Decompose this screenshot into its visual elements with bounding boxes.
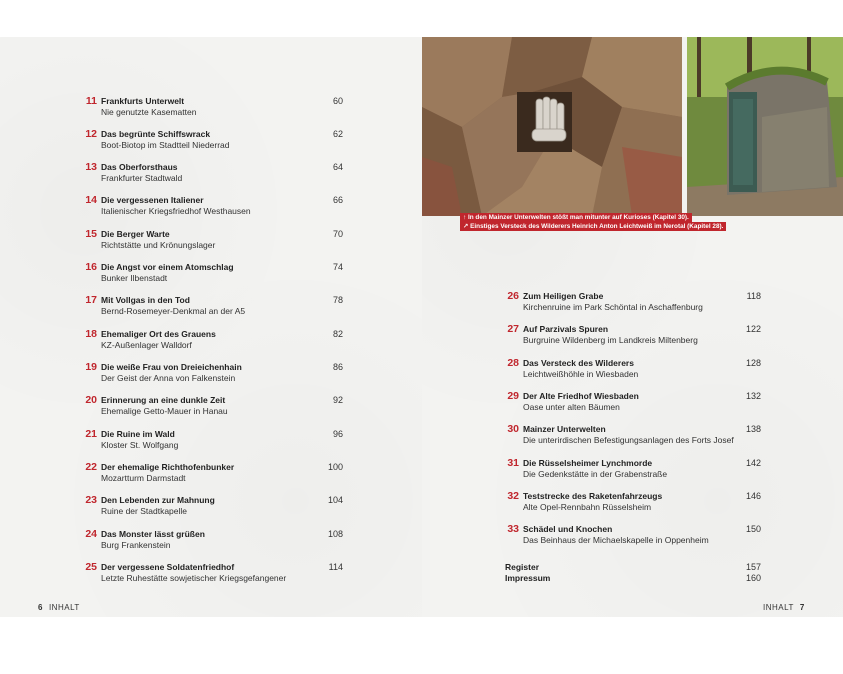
chapter-page: 74 [332,262,343,272]
chapter-number: 27 [507,323,519,335]
impressum-page: 160 [745,573,761,583]
chapter-number: 28 [507,357,519,369]
chapter-subtitle: Ruine der Stadtkapelle [101,506,188,516]
chapter-number: 21 [85,428,97,440]
chapter-subtitle: Mozartturm Darmstadt [101,473,186,483]
chapter-page: 128 [745,358,761,368]
chapter-subtitle: Boot-Biotop im Stadtteil Niederrad [101,140,230,150]
chapter-title: Die Ruine im Wald [101,429,175,439]
chapter-subtitle: Das Beinhaus der Michaelskapelle in Oppenheim [523,535,709,545]
chapter-subtitle: Oase unter alten Bäumen [523,402,620,412]
footer-right [763,603,811,612]
chapter-title: Die Rüsselsheimer Lynchmorde [523,458,653,468]
chapter-title: Die vergessenen Italiener [101,195,204,205]
chapter-page: 64 [332,162,343,172]
chapter-number: 30 [507,423,519,435]
chapter-number: 15 [85,228,97,240]
chapter-number: 12 [85,128,97,140]
chapter-page: 122 [745,324,761,334]
chapter-title: Die Angst vor einem Atomschlag [101,262,234,272]
chapter-page: 86 [332,362,343,372]
chapter-number: 32 [507,490,519,502]
footer-left [38,603,80,612]
chapter-number: 33 [507,523,519,535]
chapter-subtitle: Kloster St. Wolfgang [101,440,179,450]
register-label[interactable]: Register [505,562,540,572]
chapter-number: 25 [85,561,97,573]
chapter-title: Die weiße Frau von Dreieichenhain [101,362,242,372]
chapter-subtitle: Die unterirdischen Befestigungsanlagen des Forts Josef [523,435,734,445]
chapter-title: Das begrünte Schiffswrack [101,129,211,139]
chapter-subtitle: Bernd-Rosemeyer-Denkmal an der A5 [101,306,246,316]
chapter-subtitle: Ehemalige Getto-Mauer in Hanau [101,406,228,416]
chapter-title: Schädel und Knochen [523,524,613,534]
chapter-page: 108 [327,529,343,539]
chapter-page: 146 [745,491,761,501]
chapter-title: Mainzer Unterwelten [523,424,606,434]
chapter-subtitle: Italienischer Kriegsfriedhof Westhausen [101,206,251,216]
chapter-number: 18 [85,328,97,340]
chapter-subtitle: Alte Opel-Rennbahn Rüsselsheim [523,502,652,512]
chapter-subtitle: Der Geist der Anna von Falkenstein [101,373,236,383]
chapter-page: 138 [745,424,761,434]
chapter-title: Zum Heiligen Grabe [523,291,604,301]
chapter-number: 24 [85,528,97,540]
chapter-subtitle: Letzte Ruhestätte sowjetischer Kriegsgefangener [101,573,287,583]
chapter-title: Frankfurts Unterwelt [101,96,185,106]
chapter-page: 132 [745,391,761,401]
chapter-page: 100 [327,462,343,472]
footer-right-page: 7 [799,603,805,612]
chapter-number: 13 [85,161,97,173]
chapter-title: Ehemaliger Ort des Grauens [101,329,216,339]
chapter-page: 62 [332,129,343,139]
chapter-subtitle: Leichtweißhöhle in Wiesbaden [523,369,639,379]
chapter-page: 114 [328,562,343,572]
chapter-page: 60 [332,96,343,106]
chapter-page: 150 [745,524,761,534]
photo-leichtweiss-hoehle [687,37,843,216]
impressum-label[interactable]: Impressum [505,573,551,583]
chapter-subtitle: Die Gedenkstätte in der Grabenstraße [523,469,668,479]
chapter-page: 78 [332,295,343,305]
chapter-title: Der vergessene Soldatenfriedhof [101,562,235,572]
footer-right-label: INHALT [763,603,794,612]
chapter-page: 66 [332,195,343,205]
footer-left-page: 6 [38,603,43,612]
chapter-title: Erinnerung an eine dunkle Zeit [101,395,226,405]
chapter-page: 96 [332,429,343,439]
chapter-title: Das Versteck des Wilderers [523,358,634,368]
chapter-subtitle: Burg Frankenstein [101,540,171,550]
chapter-subtitle: Burgruine Wildenberg im Landkreis Miltenberg [523,335,698,345]
footer-left-label: INHALT [48,603,80,612]
chapter-title: Auf Parzivals Spuren [523,324,609,334]
register-page: 157 [745,562,761,572]
chapter-subtitle: Bunker Ilbenstadt [101,273,168,283]
chapter-page: 118 [746,291,761,301]
chapter-subtitle: Kirchenruine im Park Schöntal in Aschaffenburg [523,302,703,312]
chapter-subtitle: KZ-Außenlager Walldorf [101,340,192,350]
chapter-page: 142 [745,458,761,468]
chapter-number: 16 [85,261,97,273]
chapter-number: 14 [85,194,97,206]
chapter-title: Der Alte Friedhof Wiesbaden [523,391,639,401]
chapter-title: Der ehemalige Richthofenbunker [101,462,235,472]
chapter-subtitle: Frankfurter Stadtwald [101,173,183,183]
left-page [0,37,422,617]
chapter-number: 22 [85,461,97,473]
chapter-number: 29 [507,390,519,402]
chapter-page: 70 [332,229,343,239]
chapter-page: 104 [327,495,343,505]
photo-caption-2: ↗ Einstiges Versteck des Wilderers Heinrich Anton Leichtweiß im Nerotal (Kapitel 28). [460,222,726,231]
chapter-number: 23 [85,494,97,506]
chapter-number: 20 [85,394,97,406]
photo-mainzer-unterwelten [422,37,682,216]
chapter-title: Den Lebenden zur Mahnung [101,495,215,505]
chapter-number: 17 [85,294,97,306]
chapter-title: Das Oberforsthaus [101,162,178,172]
chapter-title: Teststrecke des Raketenfahrzeugs [523,491,663,501]
chapter-number: 11 [85,95,97,107]
chapter-title: Mit Vollgas in den Tod [101,295,190,305]
chapter-page: 82 [332,329,343,339]
chapter-subtitle: Nie genutzte Kasematten [101,107,197,117]
chapter-title: Das Monster lässt grüßen [101,529,205,539]
chapter-subtitle: Richtstätte und Krönungslager [101,240,216,250]
chapter-title: Die Berger Warte [101,229,170,239]
chapter-number: 19 [85,361,97,373]
chapter-page: 92 [332,395,343,405]
chapter-number: 31 [507,457,519,469]
photo-caption-1: ↑ In den Mainzer Unterwelten stößt man mitunter auf Kurioses (Kapitel 30). [460,213,692,222]
chapter-number: 26 [507,290,519,302]
